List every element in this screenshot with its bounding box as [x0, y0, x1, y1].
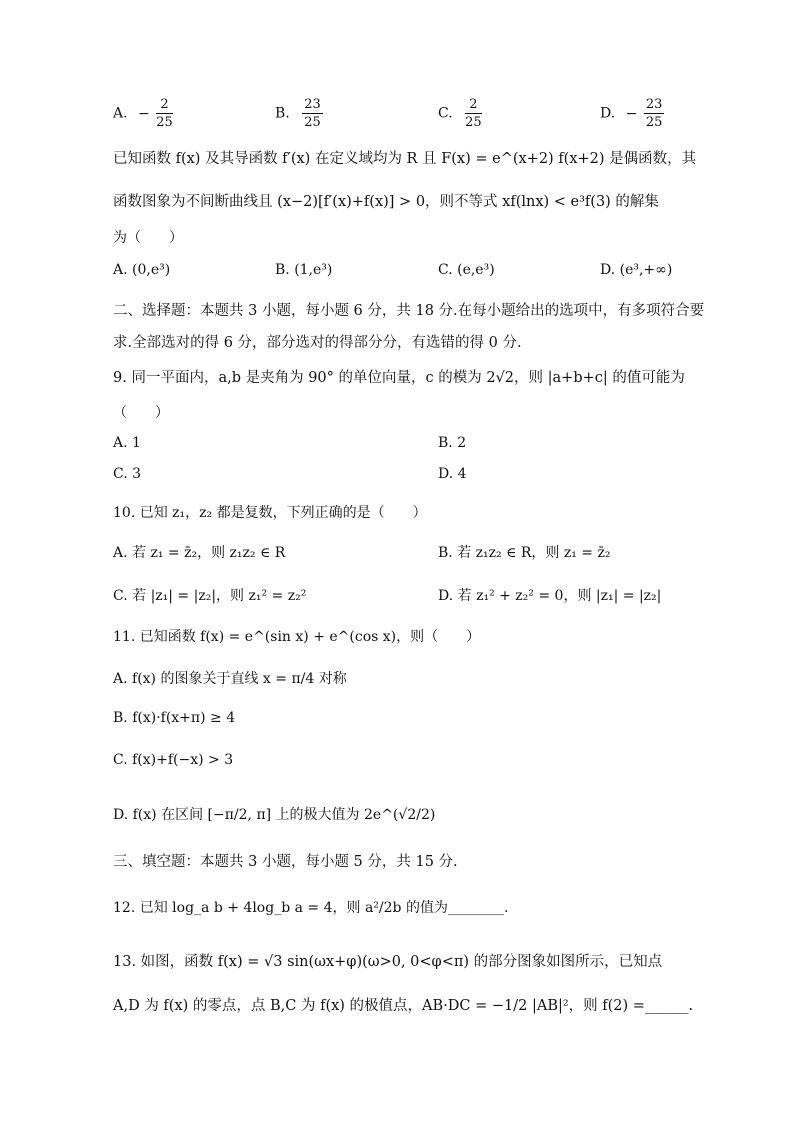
q8-stem-line2: 函数图象为不间断曲线且 (x−2)[f′(x)+f(x)] > 0，则不等式 xf(lnx) < e³f(3) 的解集: [113, 194, 659, 210]
q11-option-a[interactable]: A. f(x) 的图象关于直线 x = π/4 对称: [113, 671, 347, 687]
q13-stem-line2: A,D 为 f(x) 的零点，点 B,C 为 f(x) 的极值点，AB·DC = −1/2 |AB|²，则 f(2) =______.: [113, 998, 694, 1014]
q8-stem-line3: 为（ ）: [113, 230, 183, 246]
q10-option-d[interactable]: D. 若 z₁² + z₂² = 0，则 |z₁| = |z₂|: [438, 588, 662, 604]
q9-option-d[interactable]: D. 4: [438, 466, 467, 482]
q10-option-b[interactable]: B. 若 z₁z₂ ∈ R，则 z₁ = z̄₂: [438, 545, 611, 561]
q11-option-b[interactable]: B. f(x)·f(x+π) ≥ 4: [113, 710, 236, 726]
q10-option-a[interactable]: A. 若 z₁ = z̄₂，则 z₁z₂ ∈ R: [113, 545, 286, 561]
q11-option-c[interactable]: C. f(x)+f(−x) > 3: [113, 752, 234, 768]
q8-option-a[interactable]: A. (0,e³): [113, 262, 171, 278]
q9-stem-line2: （ ）: [113, 405, 169, 421]
q10-option-c[interactable]: C. 若 |z₁| = |z₂|，则 z₁² = z₂²: [113, 588, 307, 604]
q9-option-c[interactable]: C. 3: [113, 466, 142, 482]
q8-option-c[interactable]: C. (e,e³): [438, 262, 495, 278]
section2-heading-line1: 二、选择题：本题共 3 小题，每小题 6 分，共 18 分.在每小题给出的选项中，有多项符合要: [113, 303, 705, 319]
q7-b-fraction: $\frac{23}{25}$: [304, 97, 321, 130]
q8-stem-line1: 已知函数 f(x) 及其导函数 f′(x) 在定义域均为 R 且 F(x) = e^(x+2) f(x+2) 是偶函数，其: [113, 151, 697, 167]
section2-heading-line2: 求.全部选对的得 6 分，部分选对的得部分分，有选错的得 0 分.: [113, 335, 522, 351]
q12-stem: 12. 已知 log_a b + 4log_b a = 4，则 a²/2b 的值为________.: [113, 900, 509, 916]
q8-option-b[interactable]: B. (1,e³): [275, 262, 333, 278]
q7-c-fraction: $\frac{2}{25}$: [465, 97, 482, 130]
q8-option-d[interactable]: D. (e³,+∞): [600, 262, 673, 278]
q7-option-a[interactable]: A. − $\frac{2}{25}$: [113, 97, 173, 130]
q11-option-d[interactable]: D. f(x) 在区间 [−π/2, π] 上的极大值为 2e^(√2/2): [113, 807, 436, 823]
q9-option-a[interactable]: A. 1: [113, 435, 141, 451]
q10-stem: 10. 已知 z₁，z₂ 都是复数，下列正确的是（ ）: [113, 505, 427, 521]
q9-option-b[interactable]: B. 2: [438, 435, 467, 451]
q9-stem-line1: 9. 同一平面内，a,b 是夹角为 90° 的单位向量，c 的模为 2√2，则 |a+b+c| 的值可能为: [113, 370, 685, 386]
q11-stem: 11. 已知函数 f(x) = e^(sin x) + e^(cos x)，则（ ）: [113, 629, 481, 645]
q7-option-b[interactable]: B. $\frac{23}{25}$: [275, 97, 321, 130]
q7-a-fraction: $\frac{2}{25}$: [156, 97, 173, 130]
q13-stem-line1: 13. 如图，函数 f(x) = √3 sin(ωx+φ)(ω>0, 0<φ<π) 的部分图象如图所示，已知点: [113, 954, 663, 970]
q7-option-c[interactable]: C. $\frac{2}{25}$: [438, 97, 482, 130]
q7-d-fraction: $\frac{23}{25}$: [645, 97, 663, 130]
q7-option-d[interactable]: D. − $\frac{23}{25}$: [600, 97, 663, 130]
section3-heading: 三、填空题：本题共 3 小题，每小题 5 分，共 15 分.: [113, 854, 458, 870]
